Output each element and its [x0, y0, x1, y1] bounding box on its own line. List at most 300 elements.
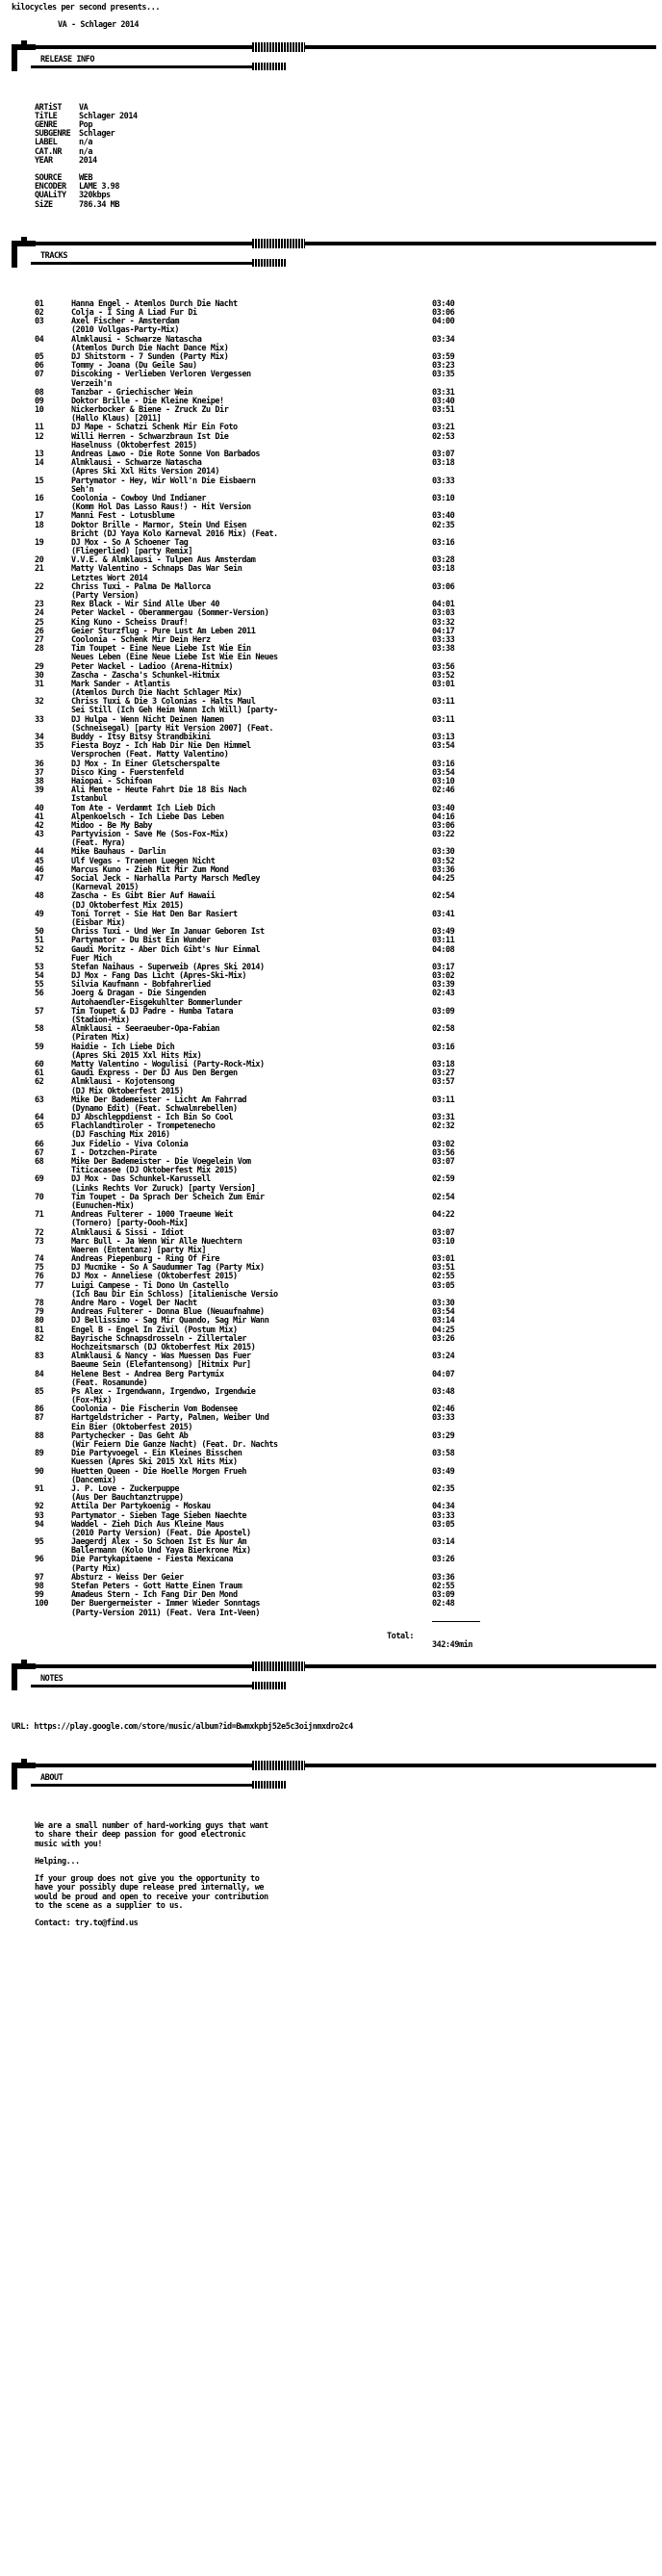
total-label: Total:	[387, 1631, 415, 1641]
track-title: (Feat. Myra)	[71, 838, 126, 849]
total-value: 342:49min	[432, 1640, 473, 1651]
track-title: Willi Herren - Schwarzbraun Ist Die	[71, 431, 229, 442]
track-title: Huetten Queen - Die Hoelle Morgen Frueh	[71, 1466, 247, 1477]
track-title: (Fliegerlied) [party Remix]	[71, 547, 193, 557]
track-number: 50	[35, 927, 44, 938]
track-number: 88	[35, 1430, 44, 1441]
track-duration: 03:27	[432, 1069, 455, 1079]
track-title: Partymator - Sieben Tage Sieben Naechte	[71, 1510, 247, 1521]
info-row	[12, 157, 656, 166]
track-duration: 03:26	[432, 1333, 455, 1344]
track-duration: 04:25	[432, 874, 455, 884]
info-value: 786.34 MB	[79, 199, 120, 210]
track-title: Peter Wackel - Ladioo (Arena-Hitmix)	[71, 661, 234, 672]
info-row	[12, 113, 656, 121]
track-duration: 03:11	[432, 697, 455, 708]
track-number: 53	[35, 962, 44, 972]
track-duration: 03:57	[432, 1077, 455, 1088]
track-duration: 03:01	[432, 1254, 455, 1265]
track-title: Social Jeck - Narhalla Party Marsch Medley	[71, 874, 261, 884]
about-line: to share their deep passion for good electronic	[35, 1830, 246, 1841]
track-title: Manni Fest - Lotusblume	[71, 511, 175, 522]
track-number: 66	[35, 1139, 44, 1149]
track-title: Istanbul	[71, 794, 108, 805]
track-duration: 03:52	[432, 670, 455, 681]
track-number: 78	[35, 1299, 44, 1308]
info-value: n/a	[79, 146, 93, 157]
track-number: 47	[35, 874, 44, 884]
track-duration: 02:32	[432, 1121, 455, 1132]
track-number: 63	[35, 1095, 44, 1105]
track-title: (Apres Ski Xxl Hits Version 2014)	[71, 467, 220, 477]
track-duration: 03:33	[432, 634, 455, 645]
track-number: 05	[35, 351, 44, 362]
track-duration: 03:40	[432, 511, 455, 522]
track-title: V.V.E. & Almklausi - Tulpen Aus Amsterdam	[71, 555, 256, 566]
track-title: Almklausi & Nancy - Was Muessen Das Fuer	[71, 1352, 251, 1362]
track-number: 38	[35, 776, 44, 786]
track-title: Andreas Fulterer - Donna Blue (Neuaufnahme)	[71, 1307, 265, 1318]
track-title: Disco King - Fuerstenfeld	[71, 767, 184, 778]
track-duration: 02:55	[432, 1582, 455, 1591]
track-number: 39	[35, 786, 44, 796]
track-title: Midoo - Be My Baby	[71, 820, 153, 831]
track-number: 74	[35, 1254, 44, 1265]
track-number: 97	[35, 1572, 44, 1583]
section-tracks	[12, 233, 656, 275]
track-title: Tanzbar - Griechischer Wein	[71, 387, 193, 398]
track-title: Ps Alex - Irgendwann, Irgendwo, Irgendwie	[71, 1386, 256, 1397]
track-title: Chriss Tuxi - Und Wer Im Januar Geboren Ist	[71, 927, 265, 938]
info-value: 320kbps	[79, 191, 111, 201]
track-title: (Tornero) [party-Oooh-Mix]	[71, 1219, 189, 1229]
track-title: Colja - I Sing A Liad Fur Di	[71, 308, 197, 318]
track-duration: 03:22	[432, 830, 455, 840]
track-title: Tommy - Joana (Du Geile Sau)	[71, 361, 197, 372]
track-title: Chriss Tuxi - Palma De Mallorca	[71, 581, 211, 592]
track-number: 95	[35, 1537, 44, 1548]
info-key: ARTiST	[35, 102, 63, 113]
track-title: Almklausi - Seeraeuber-Opa-Fabian	[71, 1024, 220, 1035]
track-title: (DJ Oktoberfest Mix 2015)	[71, 900, 184, 911]
track-number: 57	[35, 1006, 44, 1017]
track-title: Partymator - Hey, Wir Woll'n Die Eisbaern	[71, 476, 256, 486]
track-number: 21	[35, 564, 44, 575]
track-number: 84	[35, 1369, 44, 1379]
track-duration: 03:06	[432, 820, 455, 831]
track-title: (Komm Hol Das Lasso Raus!) - Hit Version	[71, 502, 251, 513]
track-number: 81	[35, 1325, 44, 1335]
track-title: Mike Der Bademeister - Licht Am Fahrrad	[71, 1095, 247, 1105]
track-title: DJ Bellissimo - Sag Mir Quando, Sag Mir Wann	[71, 1316, 269, 1327]
track-number: 99	[35, 1590, 44, 1601]
track-number: 56	[35, 989, 44, 999]
section-about	[12, 1755, 656, 1797]
track-title: Joerg & Dragan - Die Singenden	[71, 989, 207, 999]
track-title: Stefan Naihaus - Superweib (Apres Ski 2014)	[71, 962, 265, 972]
track-title: Seh'n	[71, 484, 94, 495]
track-title: Waddel - Zieh Dich Aus Kleine Maus	[71, 1519, 224, 1530]
track-title: Bayrische Schnapsdrosseln - Zillertaler	[71, 1333, 247, 1344]
track-duration: 03:41	[432, 909, 455, 919]
track-number: 34	[35, 733, 44, 742]
track-duration: 03:23	[432, 361, 455, 372]
track-duration: 03:03	[432, 608, 455, 619]
track-row	[12, 786, 656, 795]
section-release-info	[12, 37, 656, 79]
track-title: Marc Bull - Ja Wenn Wir Alle Nuechtern	[71, 1236, 242, 1247]
info-key: ENCODER	[35, 182, 66, 193]
track-title: Die Partykapitaene - Fiesta Mexicana	[71, 1555, 234, 1565]
track-title: (DJ Mix Oktoberfest 2015)	[71, 1086, 184, 1096]
url-link[interactable]: https://play.google.com/store/music/album?id=Bwmxkpbj52e5c3oijnmxdro2c4	[34, 1721, 353, 1732]
track-title: Zascha - Es Gibt Bier Auf Hawaii	[71, 891, 216, 902]
track-title: DJ Mucmike - So A Saudummer Tag (Party Mix)	[71, 1263, 265, 1274]
track-duration: 03:16	[432, 1042, 455, 1052]
track-duration: 03:07	[432, 450, 455, 459]
track-title: Haidie - Ich Liebe Dich	[71, 1042, 175, 1052]
track-row	[12, 1610, 656, 1618]
track-title: DJ Hulpa - Wenn Nicht Deinen Namen	[71, 714, 224, 725]
info-value: n/a	[79, 138, 93, 148]
track-number: 17	[35, 511, 44, 522]
track-duration: 02:54	[432, 1192, 455, 1202]
track-title: Helene Best - Andrea Berg Partymix	[71, 1369, 224, 1379]
track-duration: 02:35	[432, 1483, 455, 1494]
track-title: Absturz - Weiss Der Geier	[71, 1572, 184, 1583]
track-duration: 03:24	[432, 1352, 455, 1362]
track-title: Ein Bier (Oktoberfest 2015)	[71, 1422, 193, 1432]
track-title: Hanna Engel - Atemlos Durch Die Nacht	[71, 298, 238, 309]
track-number: 64	[35, 1113, 44, 1123]
track-number: 30	[35, 670, 44, 681]
info-value: VA	[79, 102, 89, 113]
track-duration: 02:48	[432, 1599, 455, 1610]
about-paragraph	[12, 1875, 656, 1911]
track-duration: 03:32	[432, 617, 455, 628]
track-title: (Eisbar Mix)	[71, 917, 126, 928]
track-title: Coolonia - Schenk Mir Dein Herz	[71, 634, 211, 645]
track-duration: 03:30	[432, 847, 455, 858]
track-number: 29	[35, 661, 44, 672]
header-line: kilocycles per second presents...	[12, 3, 161, 13]
info-value: Pop	[79, 119, 93, 130]
track-number: 54	[35, 971, 44, 982]
track-duration: 03:01	[432, 679, 455, 689]
track-duration: 03:51	[432, 405, 455, 416]
track-duration: 03:02	[432, 971, 455, 982]
track-duration: 03:33	[432, 1510, 455, 1521]
track-title: (Apres Ski 2015 Xxl Hits Mix)	[71, 1050, 202, 1061]
track-duration: 02:46	[432, 1404, 455, 1415]
track-title: DJ Mox - In Einer Gletscherspalte	[71, 759, 220, 769]
source-info-list	[12, 174, 656, 210]
track-title: Peter Wackel - Oberammergau (Sommer-Version)	[71, 608, 269, 619]
track-title: Haiopai - Schifoan	[71, 776, 153, 786]
about-line: If your group does not give you the opportunity to	[35, 1874, 260, 1885]
track-number: 20	[35, 555, 44, 566]
track-title: (DJ Fasching Mix 2016)	[71, 1130, 170, 1141]
track-title: Geier Sturzflug - Pure Lust Am Leben 2011	[71, 626, 256, 636]
track-duration: 03:56	[432, 661, 455, 672]
total-row	[12, 1624, 656, 1651]
track-duration: 04:08	[432, 944, 455, 955]
track-duration: 03:54	[432, 1307, 455, 1318]
track-title: Luigi Campese - Ti Dono Un Castello	[71, 1280, 229, 1291]
track-title: Andre Maro - Vogel Der Nacht	[71, 1299, 197, 1308]
track-title: Rex Black - Wir Sind Alle Uber 40	[71, 600, 220, 610]
track-title: Mike Der Bademeister - Die Voegelein Vom	[71, 1157, 251, 1167]
track-duration: 03:40	[432, 396, 455, 406]
track-duration: 03:58	[432, 1449, 455, 1459]
track-number: 07	[35, 370, 44, 380]
url-line	[12, 1723, 656, 1732]
track-title: Toni Torret - Sie Hat Den Bar Rasiert	[71, 909, 238, 919]
track-duration: 03:48	[432, 1386, 455, 1397]
track-number: 70	[35, 1192, 44, 1202]
track-duration: 04:01	[432, 600, 455, 610]
track-duration: 03:16	[432, 759, 455, 769]
track-title: (Fox-Mix)	[71, 1396, 113, 1406]
track-number: 45	[35, 856, 44, 866]
track-duration: 03:30	[432, 1299, 455, 1308]
track-duration: 03:38	[432, 644, 455, 655]
track-duration: 03:07	[432, 1157, 455, 1167]
track-duration: 02:43	[432, 989, 455, 999]
track-duration: 04:17	[432, 626, 455, 636]
track-number: 72	[35, 1227, 44, 1238]
track-duration: 03:06	[432, 581, 455, 592]
track-number: 31	[35, 679, 44, 689]
track-title: DJ Mox - Anneliese (Oktoberfest 2015)	[71, 1272, 238, 1282]
track-title: Haselnuss (Oktoberfest 2015)	[71, 440, 197, 451]
track-duration: 03:17	[432, 962, 455, 972]
track-number: 86	[35, 1404, 44, 1415]
track-number: 79	[35, 1307, 44, 1318]
track-duration: 03:31	[432, 387, 455, 398]
track-duration: 03:11	[432, 936, 455, 946]
track-duration: 03:31	[432, 1113, 455, 1123]
track-duration: 03:40	[432, 298, 455, 309]
track-number: 60	[35, 1059, 44, 1069]
track-duration: 03:18	[432, 1059, 455, 1069]
track-number: 93	[35, 1510, 44, 1521]
track-duration: 03:05	[432, 1519, 455, 1530]
track-number: 12	[35, 431, 44, 442]
track-duration: 03:49	[432, 927, 455, 938]
track-title: Matty Valentino - Wogulisi (Party-Rock-Mix)	[71, 1059, 265, 1069]
track-title: Titicacasee (DJ Oktoberfest Mix 2015)	[71, 1166, 238, 1176]
track-number: 43	[35, 830, 44, 840]
track-title: (2010 Party Version) (Feat. Die Apostel)	[71, 1528, 251, 1538]
track-title: Sei Still (Ich Geh Heim Wann Ich Will) [party-	[71, 706, 278, 716]
track-number: 49	[35, 909, 44, 919]
track-number: 69	[35, 1174, 44, 1185]
track-number: 44	[35, 847, 44, 858]
track-number: 36	[35, 759, 44, 769]
info-key: GENRE	[35, 119, 58, 130]
track-title: Chriss Tuxi & Die 3 Colonias - Halts Maul	[71, 697, 256, 708]
track-number: 22	[35, 581, 44, 592]
track-title: Partyvision - Save Me (Sos-Fox-Mix)	[71, 830, 229, 840]
track-title: (2010 Vollgas-Party-Mix)	[71, 325, 180, 336]
track-number: 73	[35, 1236, 44, 1247]
section-title: NOTES	[40, 1673, 64, 1684]
track-number: 100	[35, 1599, 49, 1610]
track-title: Gaudi Express - Der DJ Aus Den Bergen	[71, 1069, 238, 1079]
track-duration: 03:54	[432, 767, 455, 778]
track-duration: 04:16	[432, 811, 455, 822]
info-key: LABEL	[35, 138, 58, 148]
track-title: (Dynamo Edit) (Feat. Schwalmrebellen)	[71, 1103, 238, 1114]
track-duration: 03:36	[432, 864, 455, 875]
track-title: Versprochen (Feat. Matty Valentino)	[71, 750, 229, 760]
track-number: 83	[35, 1352, 44, 1362]
track-number: 82	[35, 1333, 44, 1344]
info-key: QUALiTY	[35, 191, 66, 201]
track-title: Fuer Mich	[71, 953, 113, 964]
track-number: 18	[35, 520, 44, 530]
section-title: ABOUT	[40, 1773, 64, 1784]
track-title: Jaegerdj Alex - So Schoen Ist Es Nur Am	[71, 1537, 247, 1548]
track-number: 71	[35, 1210, 44, 1221]
track-number: 68	[35, 1157, 44, 1167]
track-title: Verzeih'n	[71, 378, 113, 389]
track-title: Buddy - Itsy Bitsy Strandbikini	[71, 733, 211, 742]
track-title: Andreas Lawo - Die Rote Sonne Von Barbados	[71, 450, 261, 459]
track-title: Discoking - Verlieben Verloren Vergessen	[71, 370, 251, 380]
track-title: Coolonia - Cowboy Und Indianer	[71, 493, 207, 503]
track-title: (Stadion-Mix)	[71, 1016, 130, 1025]
track-number: 96	[35, 1555, 44, 1565]
track-number: 42	[35, 820, 44, 831]
release-info-list	[12, 104, 656, 166]
nfo-document	[12, 4, 656, 1928]
track-number: 52	[35, 944, 44, 955]
track-duration: 03:28	[432, 555, 455, 566]
track-title: King Kuno - Scheiss Drauf!	[71, 617, 189, 628]
info-value: Schlager	[79, 129, 115, 140]
track-title: (Atemlos Durch Die Nacht Schlager Mix)	[71, 688, 242, 699]
track-title: (Karneval 2015)	[71, 883, 140, 893]
track-title: Flachlandtiroler - Trompetenecho	[71, 1121, 216, 1132]
track-title: Tim Toupet - Eine Neue Liebe Ist Wie Ein	[71, 644, 251, 655]
track-duration: 03:16	[432, 537, 455, 548]
track-title: Waeren (Ententanz) [party Mix]	[71, 1245, 207, 1255]
track-title: (Party Mix)	[71, 1563, 121, 1574]
track-number: 48	[35, 891, 44, 902]
track-number: 19	[35, 537, 44, 548]
track-number: 01	[35, 298, 44, 309]
track-duration: 03:10	[432, 1236, 455, 1247]
track-title: (Piraten Mix)	[71, 1033, 130, 1043]
track-duration: 03:35	[432, 370, 455, 380]
track-title: Axel Fischer - Amsterdam	[71, 317, 180, 327]
track-title: Baeume Sein (Elefantensong) [Hitmix Pur]	[71, 1360, 251, 1371]
track-duration: 03:14	[432, 1316, 455, 1327]
track-number: 89	[35, 1449, 44, 1459]
info-key: SUBGENRE	[35, 129, 71, 140]
release-title: VA - Schlager 2014	[58, 20, 140, 31]
track-title: (Party-Version 2011) (Feat. Vera Int-Veen)	[71, 1608, 261, 1618]
track-title: (Wir Feiern Die Ganze Nacht) (Feat. Dr. Nachts	[71, 1440, 278, 1450]
section-title: RELEASE INFO	[40, 54, 95, 64]
track-number: 58	[35, 1024, 44, 1035]
track-duration: 03:56	[432, 1147, 455, 1158]
track-title: DJ Shitstorm - 7 Sunden (Party Mix)	[71, 351, 229, 362]
track-duration: 03:09	[432, 1590, 455, 1601]
track-duration: 03:34	[432, 334, 455, 345]
track-duration: 03:36	[432, 1572, 455, 1583]
track-title: Fiesta Boyz - Ich Hab Dir Nie Den Himmel	[71, 741, 251, 752]
about-line: would be proud and open to receive your contribution	[35, 1892, 268, 1902]
track-title: (Eunuchen-Mix)	[71, 1200, 135, 1211]
track-duration: 03:26	[432, 1555, 455, 1565]
track-title: DJ Abschleppdienst - Ich Bin So Cool	[71, 1113, 234, 1123]
track-number: 85	[35, 1386, 44, 1397]
info-row	[12, 130, 656, 139]
track-duration: 03:54	[432, 741, 455, 752]
track-title: DJ Mox - So A Schoener Tag	[71, 537, 189, 548]
track-title: Ballermann (Kolo Und Yaya Bierkrone Mix)	[71, 1546, 251, 1557]
track-number: 51	[35, 936, 44, 946]
about-line: music with you!	[35, 1839, 103, 1849]
track-number: 11	[35, 423, 44, 433]
track-title: Andreas Piepenburg - Ring Of Fire	[71, 1254, 220, 1265]
track-duration: 04:34	[432, 1502, 455, 1512]
track-title: Neues Leben (Eine Neue Liebe Ist Wie Ein Neues	[71, 653, 278, 663]
track-duration: 03:51	[432, 1263, 455, 1274]
track-number: 25	[35, 617, 44, 628]
track-title: Ali Mente - Heute Fahrt Die 18 Bis Nach	[71, 786, 247, 796]
track-title: Marcus Kuno - Zieh Mit Mir Zum Mond	[71, 864, 229, 875]
track-duration: 03:13	[432, 733, 455, 742]
track-duration: 04:07	[432, 1369, 455, 1379]
track-title: Andreas Fulterer - 1000 Traeume Weit	[71, 1210, 234, 1221]
info-row	[12, 139, 656, 147]
track-number: 46	[35, 864, 44, 875]
track-duration: 03:06	[432, 308, 455, 318]
track-title: Partymator - Du Bist Ein Wunder	[71, 936, 211, 946]
track-title: Ulf Vegas - Traenen Luegen Nicht	[71, 856, 216, 866]
track-duration: 03:02	[432, 1139, 455, 1149]
track-number: 59	[35, 1042, 44, 1052]
track-number: 27	[35, 634, 44, 645]
track-title: Der Buergermeister - Immer Wieder Sonntags	[71, 1599, 261, 1610]
url-label: URL:	[12, 1721, 30, 1732]
track-number: 15	[35, 476, 44, 486]
track-title: Jux Fidelio - Viva Colonia	[71, 1139, 189, 1149]
track-title: Die Partyvoegel - Ein Kleines Bisschen	[71, 1449, 242, 1459]
track-title: Almklausi - Schwarze Natascha	[71, 334, 202, 345]
track-number: 98	[35, 1582, 44, 1591]
track-number: 92	[35, 1502, 44, 1512]
track-title: Almklausi - Kojotensong	[71, 1077, 175, 1088]
track-number: 23	[35, 600, 44, 610]
track-title: (Aus Der Bauchtanztruppe)	[71, 1493, 184, 1504]
track-duration: 03:40	[432, 803, 455, 813]
track-number: 41	[35, 811, 44, 822]
track-title: Silvia Kaufmann - Bobfahrerlied	[71, 980, 211, 991]
info-key: SiZE	[35, 199, 53, 210]
track-title: Nickerbocker & Biene - Zruck Zu Dir	[71, 405, 229, 416]
track-title: Hochzeitsmarsch (DJ Oktoberfest Mix 2015)	[71, 1342, 256, 1352]
track-title: Kuessen (Apres Ski 2015 Xxl Hits Mix)	[71, 1457, 238, 1468]
about-line: have your possibly dupe release pred internally, we	[35, 1883, 265, 1893]
track-number: 77	[35, 1280, 44, 1291]
track-title: DJ Mape - Schatzi Schenk Mir Ein Foto	[71, 423, 238, 433]
track-title: (Schneisegal) [party Hit Version 2007] (Feat.	[71, 723, 274, 734]
